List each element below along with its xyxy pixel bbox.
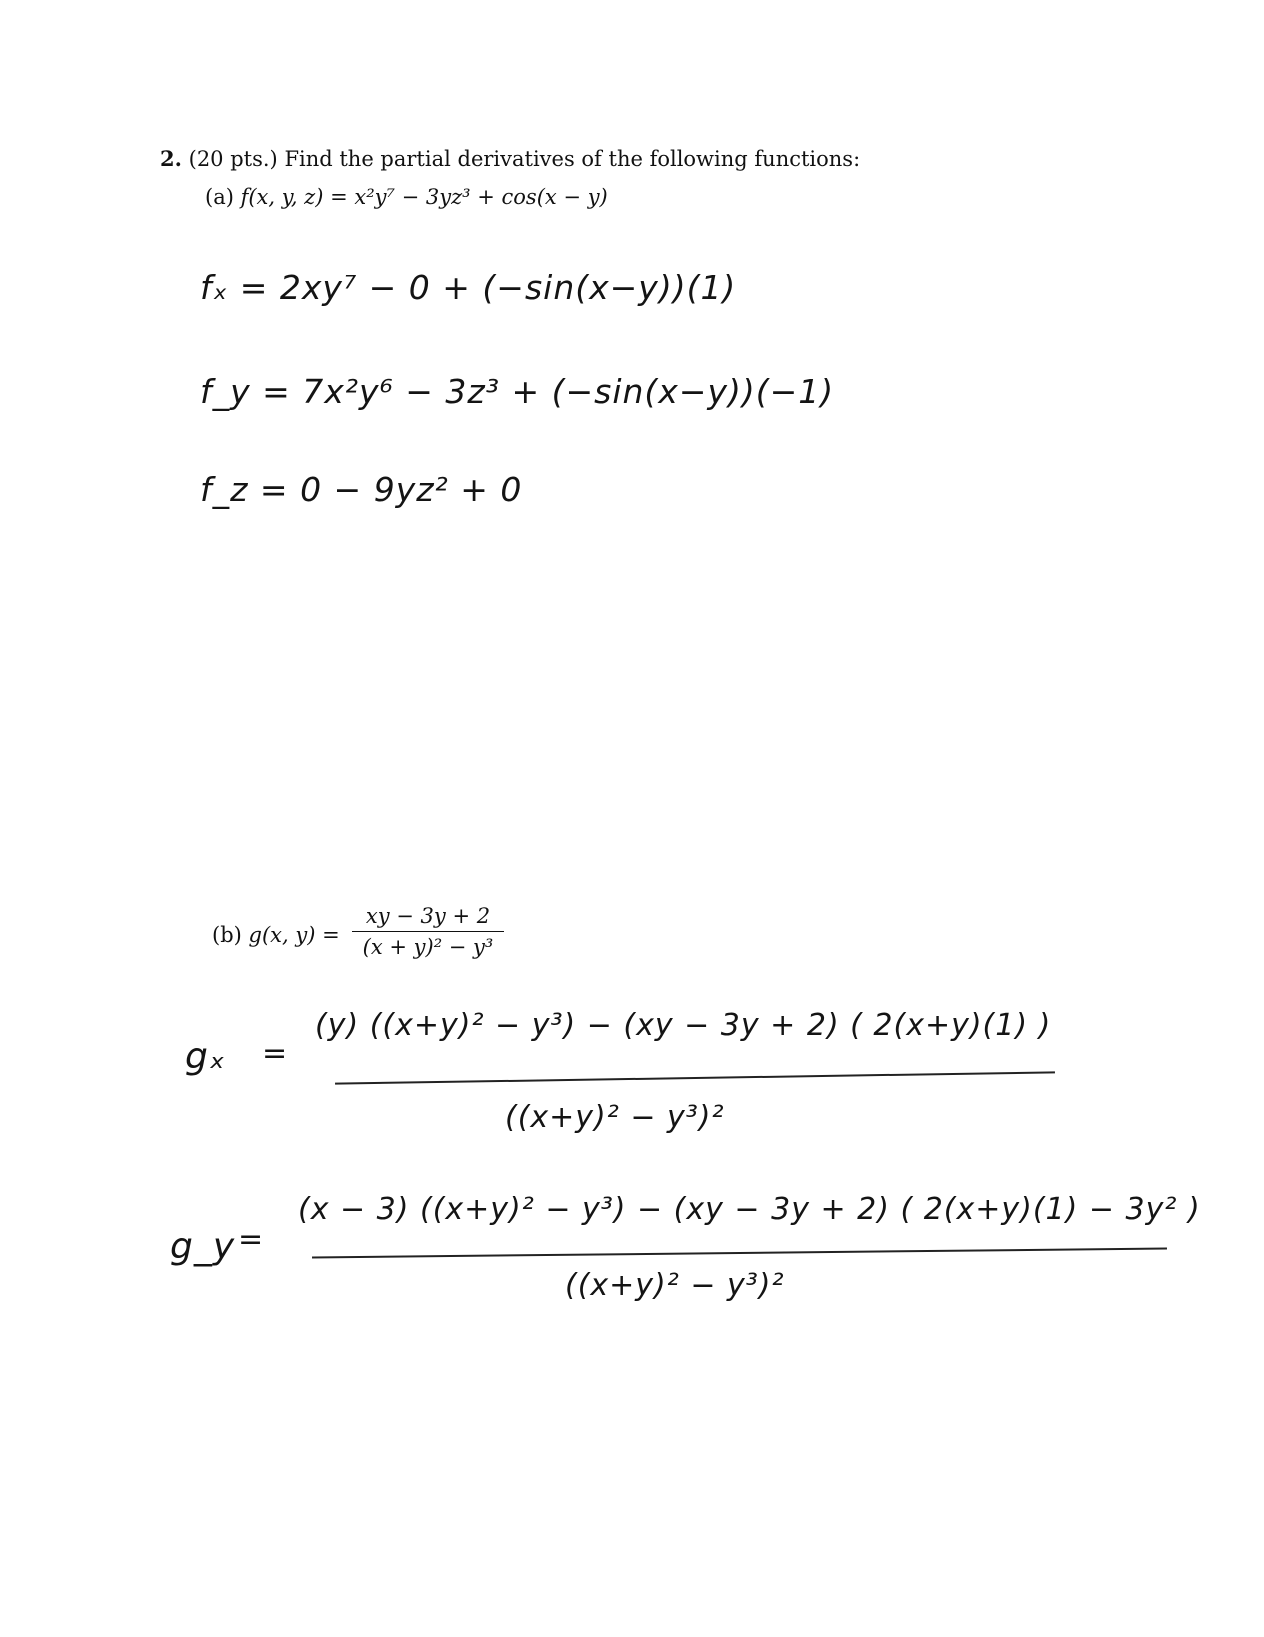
problem-instruction: Find the partial derivatives of the following functions: [284, 147, 861, 171]
problem-points: (20 pts.) [188, 147, 278, 171]
gx-fraction-bar [335, 1071, 1055, 1084]
part-a-function: f(x, y, z) = x²y⁷ − 3yz³ + cos(x − y) [240, 185, 608, 209]
answer-fz: f_z = 0 − 9yz² + 0 [200, 470, 523, 509]
part-a-label: (a) [205, 185, 234, 209]
gy-denominator: ((x+y)² − y³)² [565, 1268, 785, 1303]
gy-numerator: (x − 3) ((x+y)² − y³) − (xy − 3y + 2) ( 2(x+y)(1) − 3y² ) [298, 1192, 1201, 1227]
part-a-statement [205, 185, 608, 209]
gx-label: gₓ [185, 1036, 226, 1077]
gx-denominator: ((x+y)² − y³)² [505, 1100, 725, 1135]
part-b-denominator: (x + y)² − y³ [362, 935, 494, 959]
answer-fx: fₓ = 2xy⁷ − 0 + (−sin(x−y))(1) [200, 268, 737, 307]
answer-fy: f_y = 7x²y⁶ − 3z³ + (−sin(x−y))(−1) [200, 372, 835, 411]
gx-equals: = [262, 1036, 289, 1071]
gx-numerator: (y) ((x+y)² − y³) − (xy − 3y + 2) ( 2(x+y)(1) ) [315, 1008, 1052, 1043]
gy-fraction-bar [312, 1248, 1167, 1259]
part-b-lhs [212, 923, 340, 947]
part-b-label: (b) [212, 923, 242, 947]
part-b-lhs-text: g(x, y) = [248, 923, 340, 947]
gy-label: g_y [170, 1226, 236, 1267]
problem-number: 2. [160, 146, 182, 171]
part-b-fraction [352, 904, 504, 959]
problem-header [160, 146, 860, 171]
part-b-fraction-bar [352, 931, 504, 932]
gy-equals: = [238, 1222, 265, 1257]
part-b-numerator: xy − 3y + 2 [365, 904, 491, 928]
